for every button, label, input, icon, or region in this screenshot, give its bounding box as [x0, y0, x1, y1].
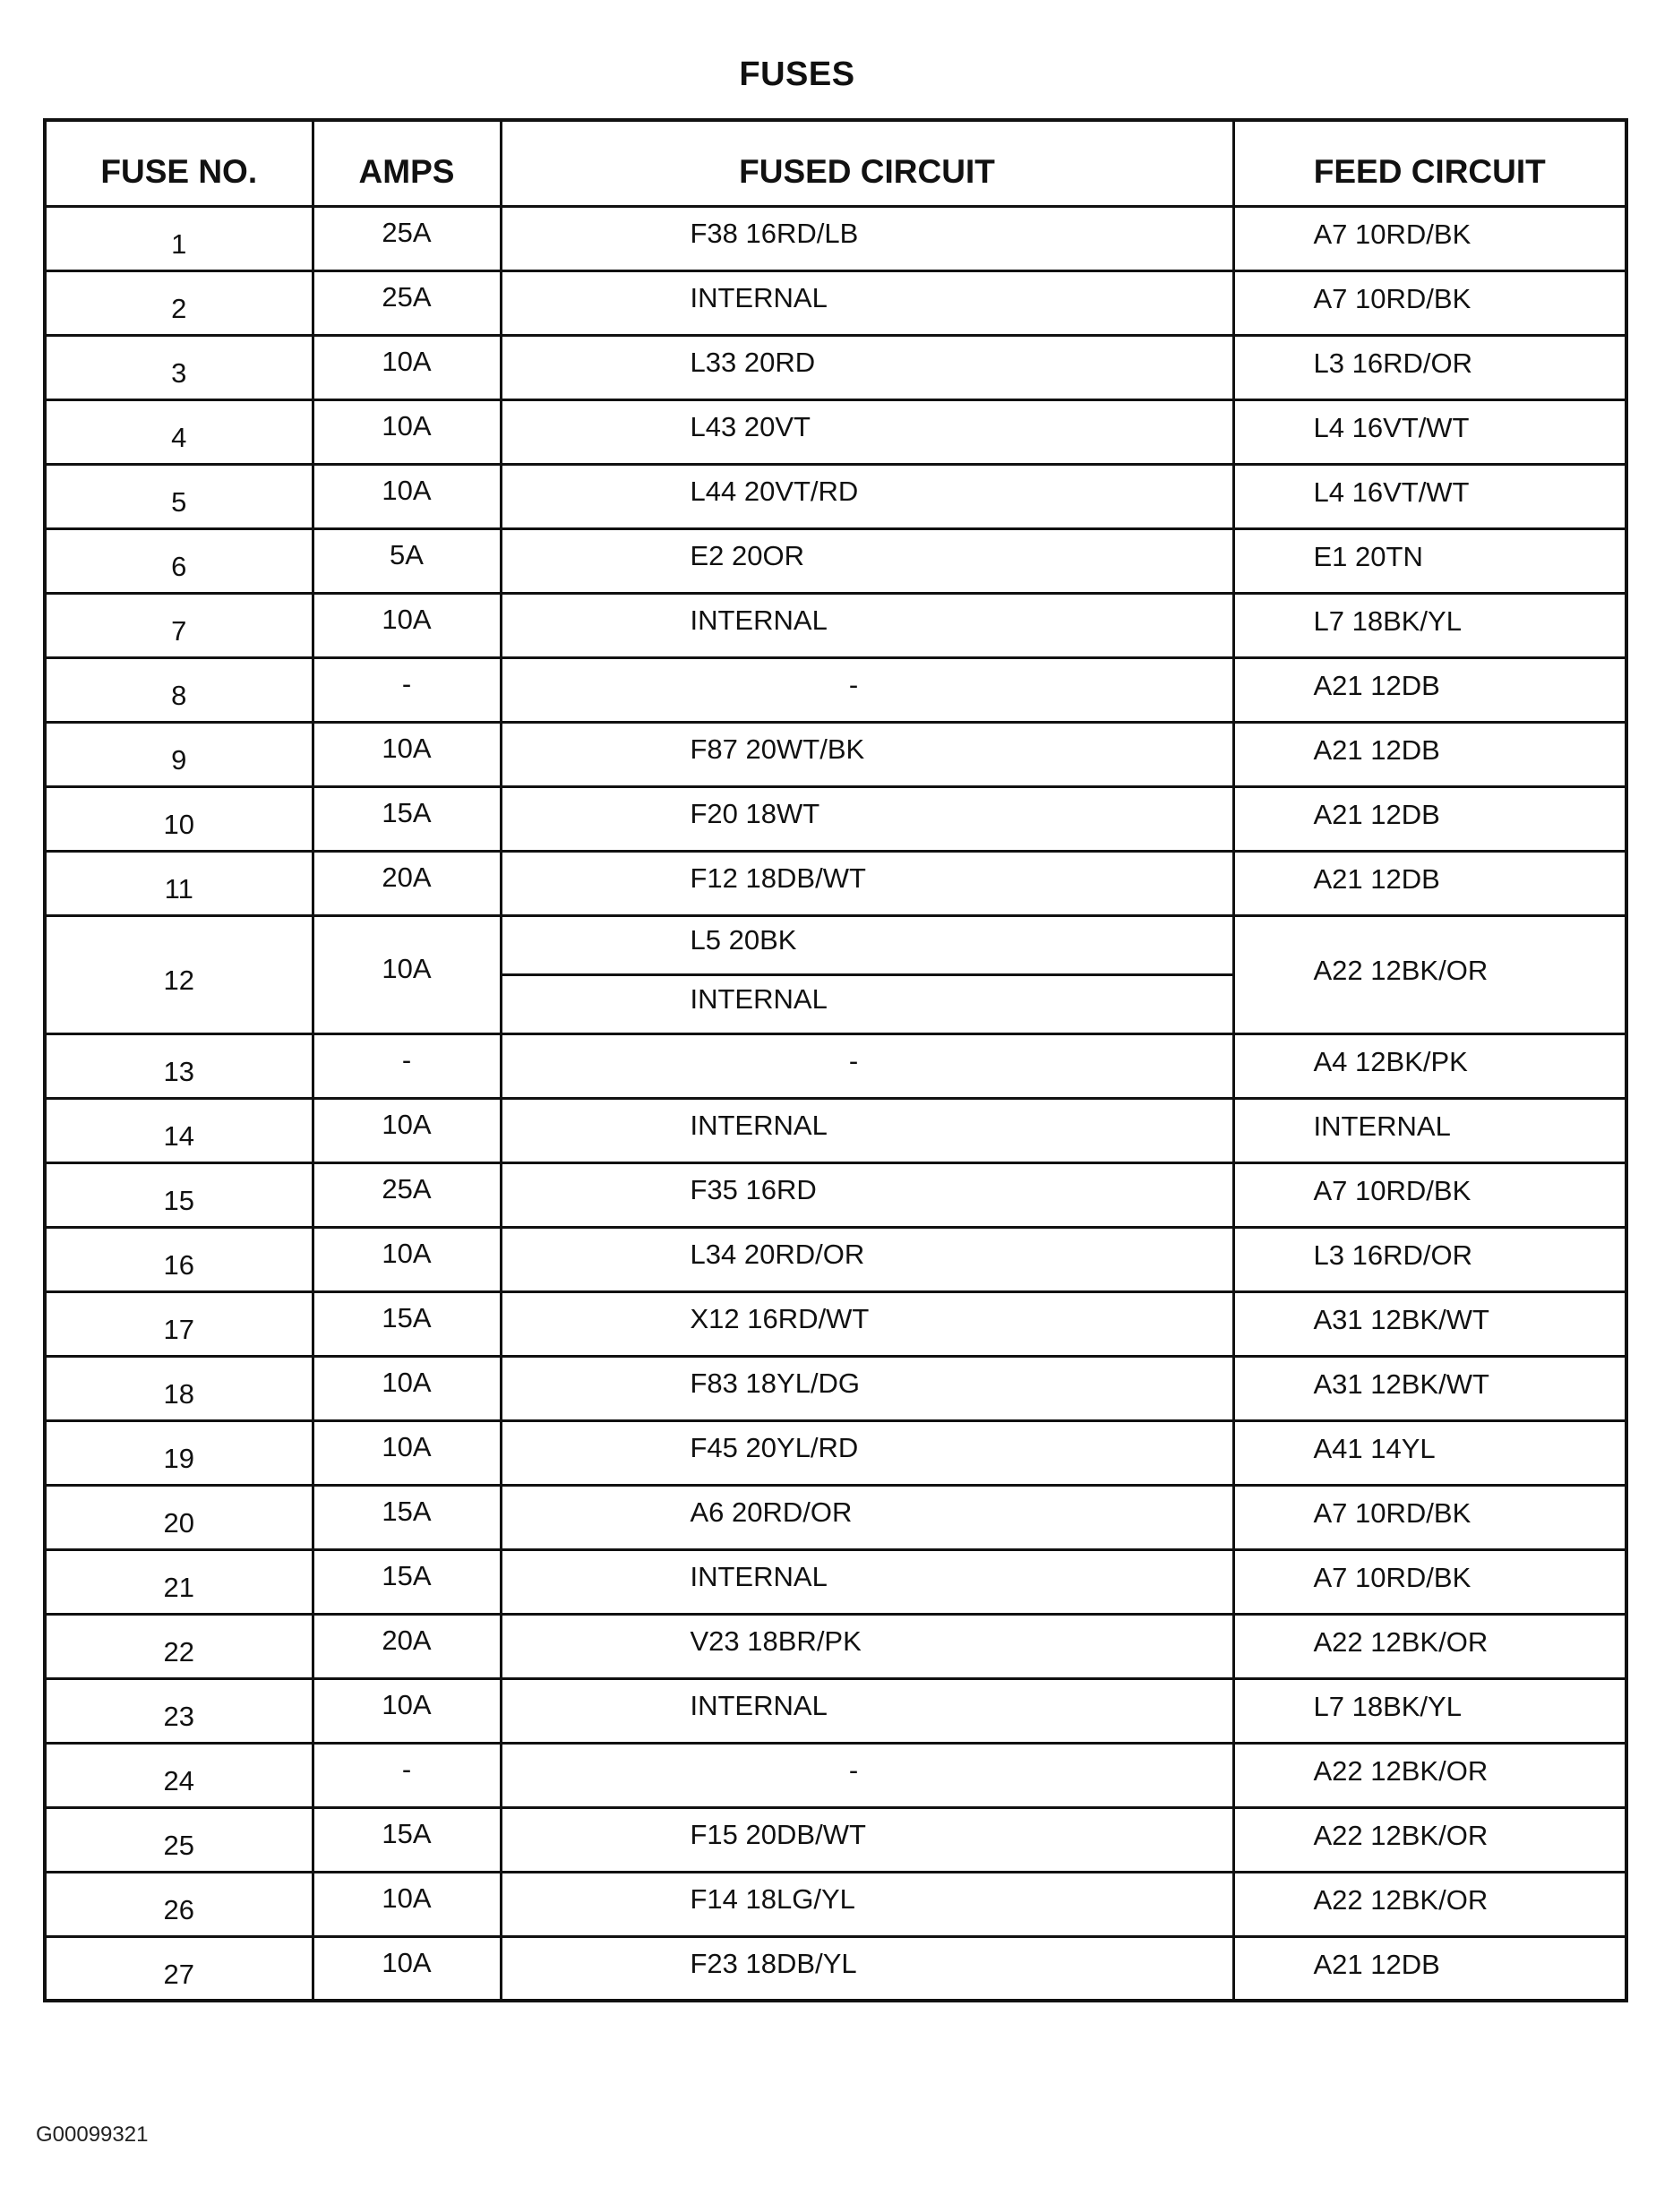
table-row	[45, 1872, 1626, 1936]
fused-circuit: A6 20RD/OR	[501, 1485, 1233, 1549]
fuse-number: 22	[45, 1614, 313, 1678]
table-row	[45, 1033, 1626, 1098]
fused-circuit: -	[501, 1743, 1233, 1807]
table-row	[45, 786, 1626, 851]
fuse-amps: 15A	[313, 786, 501, 851]
fused-circuit: F35 16RD	[501, 1162, 1233, 1227]
feed-circuit: A21 12DB	[1233, 1936, 1626, 2001]
table-row	[45, 464, 1626, 528]
page-title: FUSES	[739, 56, 855, 93]
feed-circuit: L7 18BK/YL	[1233, 1678, 1626, 1743]
feed-circuit: A22 12BK/OR	[1233, 1743, 1626, 1807]
table-row	[45, 1614, 1626, 1678]
feed-circuit: L3 16RD/OR	[1233, 1227, 1626, 1291]
feed-circuit: A41 14YL	[1233, 1420, 1626, 1485]
fuse-number: 11	[45, 851, 313, 915]
fused-circuit: F14 18LG/YL	[501, 1872, 1233, 1936]
table-row	[45, 1485, 1626, 1549]
fuse-number: 26	[45, 1872, 313, 1936]
fuse-amps: 10A	[313, 1678, 501, 1743]
fuse-number: 25	[45, 1807, 313, 1872]
figure-id: G00099321	[36, 2122, 149, 2147]
fused-circuit: V23 18BR/PK	[501, 1614, 1233, 1678]
fuse-number: 16	[45, 1227, 313, 1291]
fused-circuit: E2 20OR	[501, 528, 1233, 593]
fused-circuit: F83 18YL/DG	[501, 1356, 1233, 1420]
fused-circuit: INTERNAL	[501, 1678, 1233, 1743]
fuse-number: 3	[45, 335, 313, 399]
fuse-amps: 10A	[313, 464, 501, 528]
table-row	[45, 722, 1626, 786]
fused-circuit: F87 20WT/BK	[501, 722, 1233, 786]
feed-circuit: E1 20TN	[1233, 528, 1626, 593]
fuse-number: 10	[45, 786, 313, 851]
fuse-number: 6	[45, 528, 313, 593]
table-row	[45, 335, 1626, 399]
fuse-amps: 10A	[313, 1227, 501, 1291]
fused-circuit: INTERNAL	[501, 1098, 1233, 1162]
fused-circuit: -	[501, 657, 1233, 722]
fused-circuit: INTERNAL	[501, 593, 1233, 657]
table-row	[45, 1807, 1626, 1872]
table-row	[45, 270, 1626, 335]
fused-circuit: F15 20DB/WT	[501, 1807, 1233, 1872]
fuse-number: 9	[45, 722, 313, 786]
fused-circuit: F45 20YL/RD	[501, 1420, 1233, 1485]
table-row	[45, 1420, 1626, 1485]
fuse-number: 7	[45, 593, 313, 657]
fuse-amps: 10A	[313, 1356, 501, 1420]
table-row	[45, 399, 1626, 464]
fuse-number: 27	[45, 1936, 313, 2001]
fuse-number: 17	[45, 1291, 313, 1356]
fuse-number: 23	[45, 1678, 313, 1743]
table-row	[45, 1227, 1626, 1291]
fuse-number: 13	[45, 1033, 313, 1098]
feed-circuit: A4 12BK/PK	[1233, 1033, 1626, 1098]
table-row	[45, 915, 1626, 974]
fuse-amps: 10A	[313, 722, 501, 786]
feed-circuit: A7 10RD/BK	[1233, 1549, 1626, 1614]
header-fused-circuit: FUSED CIRCUIT	[501, 120, 1233, 206]
feed-circuit: A22 12BK/OR	[1233, 1614, 1626, 1678]
fuse-amps: 15A	[313, 1807, 501, 1872]
table-row	[45, 1678, 1626, 1743]
fuse-number: 18	[45, 1356, 313, 1420]
fuse-number: 12	[45, 915, 313, 1033]
fused-circuit: INTERNAL	[501, 974, 1233, 1033]
fuse-number: 1	[45, 206, 313, 270]
fuse-amps: 15A	[313, 1485, 501, 1549]
fuse-amps: 10A	[313, 399, 501, 464]
fuse-amps: 15A	[313, 1291, 501, 1356]
fuse-amps: -	[313, 657, 501, 722]
header-row	[45, 120, 1626, 206]
header-feed-circuit: FEED CIRCUIT	[1233, 120, 1626, 206]
table-row	[45, 528, 1626, 593]
fuse-amps: 10A	[313, 1936, 501, 2001]
feed-circuit: L3 16RD/OR	[1233, 335, 1626, 399]
fuse-amps: 10A	[313, 915, 501, 1033]
fuse-amps: 10A	[313, 335, 501, 399]
fused-circuit: X12 16RD/WT	[501, 1291, 1233, 1356]
fused-circuit: L5 20BK	[501, 915, 1233, 974]
fuse-amps: 20A	[313, 851, 501, 915]
table-row	[45, 1743, 1626, 1807]
fused-circuit: F12 18DB/WT	[501, 851, 1233, 915]
fuse-number: 5	[45, 464, 313, 528]
fuse-amps: -	[313, 1743, 501, 1807]
fuse-number: 20	[45, 1485, 313, 1549]
table-row	[45, 1098, 1626, 1162]
feed-circuit: A22 12BK/OR	[1233, 915, 1626, 1033]
fused-circuit: L33 20RD	[501, 335, 1233, 399]
feed-circuit: A7 10RD/BK	[1233, 270, 1626, 335]
fuse-table-body	[45, 206, 1626, 2001]
fuse-amps: 10A	[313, 1872, 501, 1936]
fuse-amps: 25A	[313, 1162, 501, 1227]
fuse-number: 19	[45, 1420, 313, 1485]
fused-circuit: INTERNAL	[501, 1549, 1233, 1614]
fuse-number: 24	[45, 1743, 313, 1807]
fused-circuit: F20 18WT	[501, 786, 1233, 851]
feed-circuit: A21 12DB	[1233, 786, 1626, 851]
fuse-amps: 25A	[313, 206, 501, 270]
table-row	[45, 1291, 1626, 1356]
header-fuse-no: FUSE NO.	[45, 120, 313, 206]
fuse-amps: 10A	[313, 1420, 501, 1485]
fuse-number: 4	[45, 399, 313, 464]
fuse-amps: 15A	[313, 1549, 501, 1614]
table-row	[45, 593, 1626, 657]
fuse-amps: -	[313, 1033, 501, 1098]
feed-circuit: A31 12BK/WT	[1233, 1291, 1626, 1356]
fuse-number: 14	[45, 1098, 313, 1162]
fused-circuit: L43 20VT	[501, 399, 1233, 464]
header-amps: AMPS	[313, 120, 501, 206]
fuse-table	[43, 118, 1628, 2002]
feed-circuit: L4 16VT/WT	[1233, 464, 1626, 528]
fuse-amps: 25A	[313, 270, 501, 335]
fused-circuit: -	[501, 1033, 1233, 1098]
fused-circuit: F38 16RD/LB	[501, 206, 1233, 270]
fuse-amps: 20A	[313, 1614, 501, 1678]
fused-circuit: L34 20RD/OR	[501, 1227, 1233, 1291]
table-row	[45, 1162, 1626, 1227]
feed-circuit: A22 12BK/OR	[1233, 1872, 1626, 1936]
feed-circuit: L4 16VT/WT	[1233, 399, 1626, 464]
feed-circuit: A21 12DB	[1233, 722, 1626, 786]
fuse-amps: 10A	[313, 1098, 501, 1162]
fuse-number: 2	[45, 270, 313, 335]
table-row	[45, 1356, 1626, 1420]
fused-circuit: L44 20VT/RD	[501, 464, 1233, 528]
fuse-number: 21	[45, 1549, 313, 1614]
table-row	[45, 1549, 1626, 1614]
feed-circuit: A21 12DB	[1233, 657, 1626, 722]
fuse-amps: 5A	[313, 528, 501, 593]
feed-circuit: L7 18BK/YL	[1233, 593, 1626, 657]
feed-circuit: A21 12DB	[1233, 851, 1626, 915]
feed-circuit: A22 12BK/OR	[1233, 1807, 1626, 1872]
feed-circuit: A31 12BK/WT	[1233, 1356, 1626, 1420]
table-row	[45, 851, 1626, 915]
fuse-amps: 10A	[313, 593, 501, 657]
fuse-number: 8	[45, 657, 313, 722]
table-row	[45, 1936, 1626, 2001]
fuse-number: 15	[45, 1162, 313, 1227]
feed-circuit: A7 10RD/BK	[1233, 206, 1626, 270]
feed-circuit: A7 10RD/BK	[1233, 1162, 1626, 1227]
fused-circuit: INTERNAL	[501, 270, 1233, 335]
table-row	[45, 206, 1626, 270]
fused-circuit: F23 18DB/YL	[501, 1936, 1233, 2001]
feed-circuit: INTERNAL	[1233, 1098, 1626, 1162]
feed-circuit: A7 10RD/BK	[1233, 1485, 1626, 1549]
table-row	[45, 657, 1626, 722]
